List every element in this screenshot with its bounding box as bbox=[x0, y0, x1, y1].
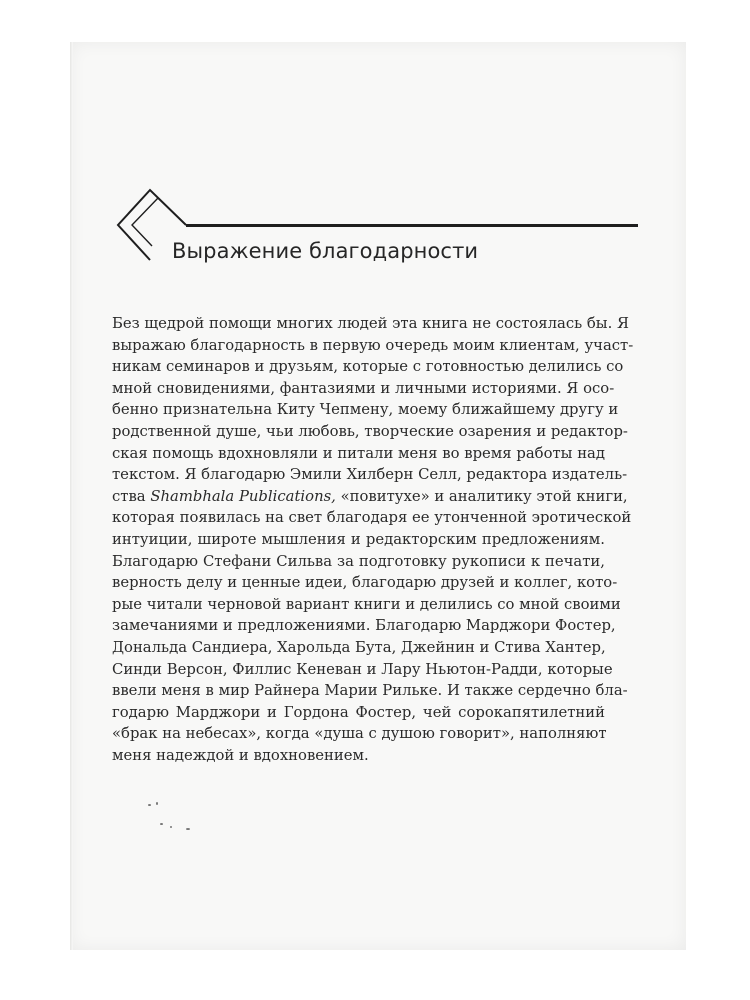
book-page bbox=[70, 42, 686, 950]
print-speck bbox=[170, 826, 172, 828]
text-line: ства Shambhala Publications, «повитухе» и аналитику этой книги, bbox=[112, 487, 628, 505]
text-line: Дональда Сандиера, Харольда Бута, Джейнин и Стива Хантер, bbox=[112, 638, 606, 656]
text-line: годарю Марджори и Гордона Фостер, чей сорокапятилетний bbox=[112, 703, 605, 721]
text-line: текстом. Я благодарю Эмили Хилберн Селл, редактора издатель- bbox=[112, 466, 628, 484]
text-line: мной сновидениями, фантазиями и личными историями. Я осо- bbox=[112, 379, 615, 397]
text-line: никам семинаров и друзьям, которые с готовностью делились со bbox=[112, 358, 624, 376]
text-line: ская помощь вдохновляли и питали меня во время работы над bbox=[112, 444, 605, 462]
text-line: родственной душе, чьи любовь, творческие озарения и редактор- bbox=[112, 422, 628, 440]
page-edge-shadow bbox=[70, 42, 73, 950]
text-line: «брак на небесах», когда «душа с душою говорит», наполняют bbox=[112, 725, 607, 743]
text-line: меня надеждой и вдохновением. bbox=[112, 746, 369, 764]
publisher-name: Shambhala Publications, bbox=[150, 487, 336, 505]
text-line: замечаниями и предложениями. Благодарю Марджори Фостер, bbox=[112, 617, 616, 635]
text-line: ввели меня в мир Райнера Марии Рильке. И также сердечно бла- bbox=[112, 682, 628, 700]
text-line: верность делу и ценные идеи, благодарю друзей и коллег, кото- bbox=[112, 574, 618, 592]
print-speck bbox=[148, 804, 151, 806]
text-line: рые читали черновой вариант книги и делились со мной своими bbox=[112, 595, 621, 613]
text-line: Благодарю Стефани Сильва за подготовку рукописи к печати, bbox=[112, 552, 605, 570]
print-speck bbox=[186, 828, 190, 830]
text-line: Без щедрой помощи многих людей эта книга не состоялась бы. Я bbox=[112, 315, 629, 332]
text-line: выражаю благодарность в первую очередь моим клиентам, участ- bbox=[112, 336, 634, 354]
text-line: Синди Версон, Филлис Кеневан и Лару Ньютон-Радди, которые bbox=[112, 660, 613, 678]
body-paragraph bbox=[112, 313, 634, 766]
print-speck bbox=[160, 823, 163, 825]
chapter-title: Выражение благодарности bbox=[172, 239, 479, 263]
text-line: бенно признательна Киту Чепмену, моему ближайшему другу и bbox=[112, 401, 619, 419]
print-speck bbox=[156, 802, 158, 805]
text-line: которая появилась на свет благодаря ее утонченной эротической bbox=[112, 509, 632, 527]
text-line: интуиции, широте мышления и редакторским предложениям. bbox=[112, 530, 605, 548]
